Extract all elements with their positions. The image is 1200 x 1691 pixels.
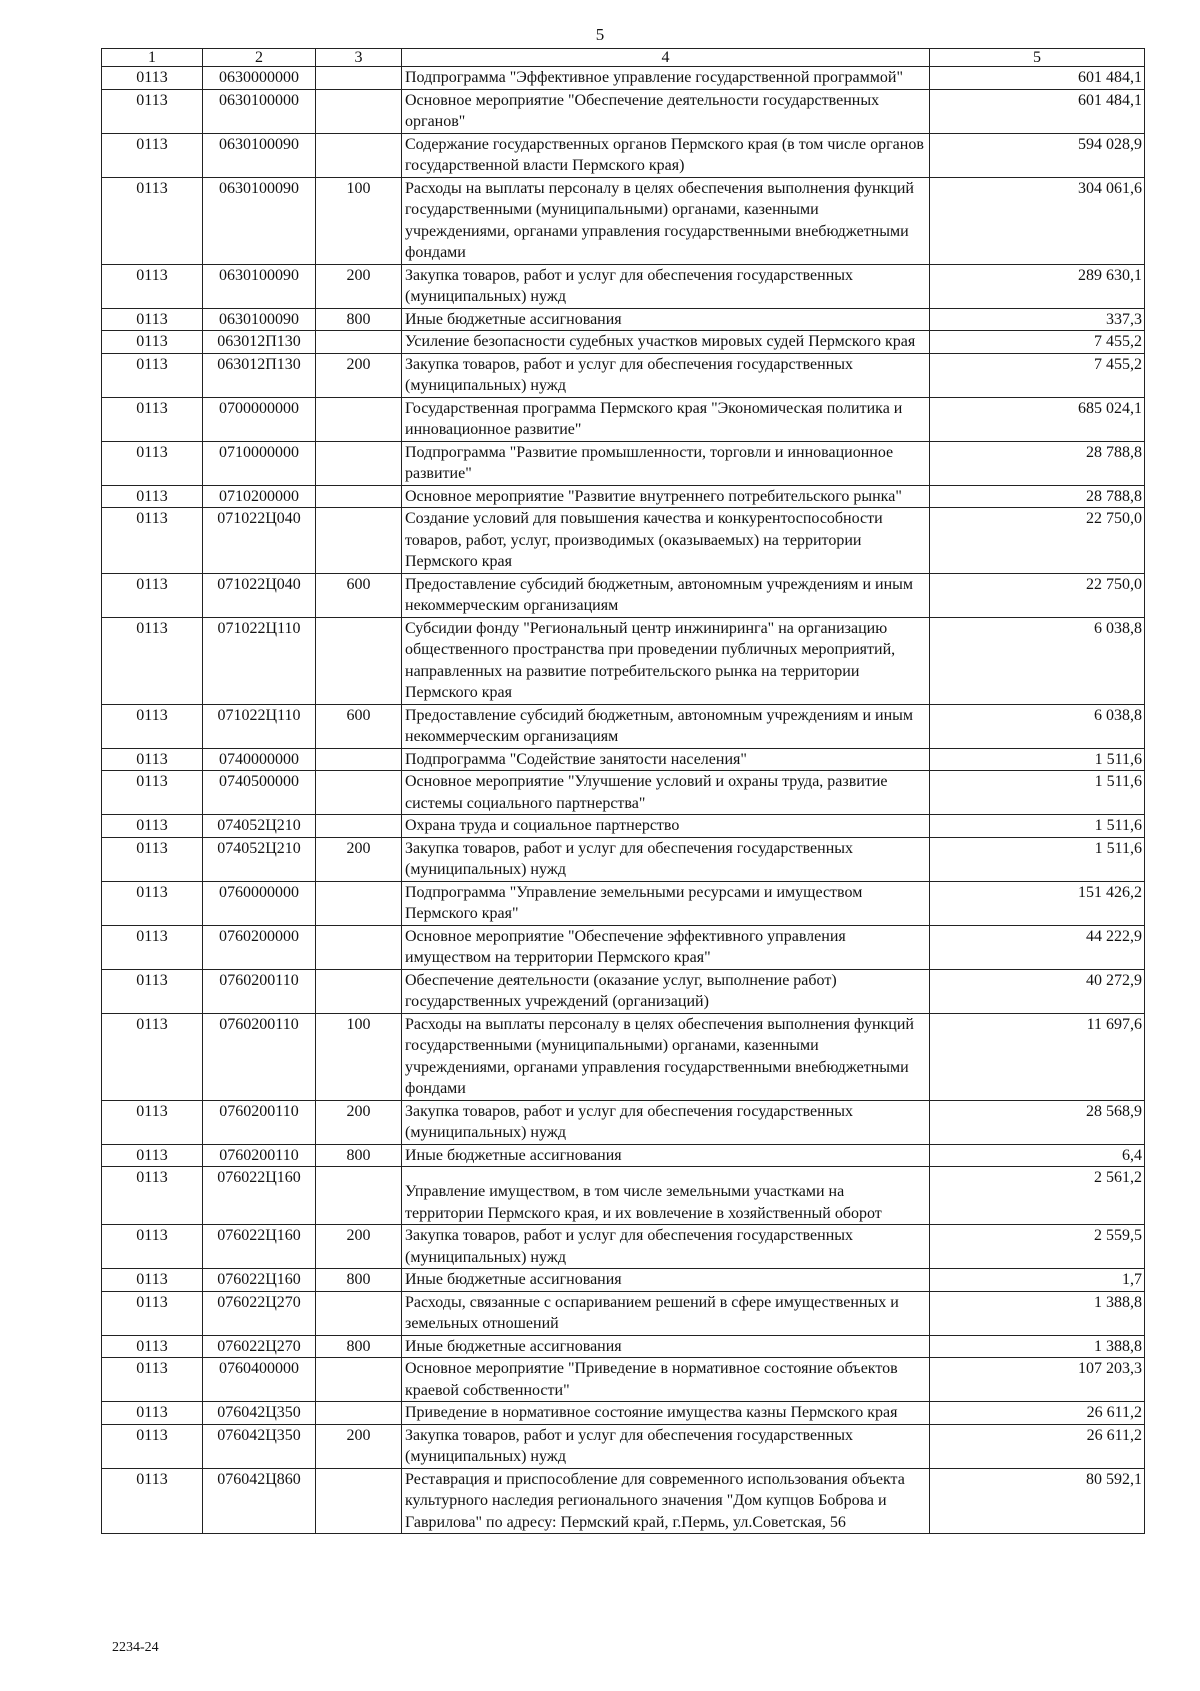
section-code-cell: 0113 (102, 331, 203, 354)
column-header: 3 (316, 49, 402, 67)
expense-type-cell (316, 1402, 402, 1425)
document-code: 2234-24 (112, 1640, 159, 1655)
section-code-cell: 0113 (102, 1100, 203, 1144)
table-row (102, 441, 1145, 485)
amount-cell: 151 426,2 (930, 881, 1145, 925)
table-row (102, 485, 1145, 508)
target-article-cell: 076022Ц160 (203, 1225, 316, 1269)
target-article-cell: 0760200110 (203, 1100, 316, 1144)
expense-type-cell: 800 (316, 1269, 402, 1292)
item-name-cell: Закупка товаров, работ и услуг для обеспечения государственных (муниципальных) нужд (402, 353, 930, 397)
item-name-cell: Расходы, связанные с оспариванием решений в сфере имущественных и земельных отношений (402, 1291, 930, 1335)
item-name-cell: Основное мероприятие "Приведение в нормативное состояние объектов краевой собственности" (402, 1358, 930, 1402)
table-body (102, 67, 1145, 1534)
section-code-cell: 0113 (102, 1358, 203, 1402)
column-header: 2 (203, 49, 316, 67)
item-name-cell: Расходы на выплаты персоналу в целях обеспечения выполнения функций государственными (муниципальными) органами, казенными учреждениями, органами управления государственными внебюджетными фондами (402, 1013, 930, 1100)
section-code-cell: 0113 (102, 1291, 203, 1335)
target-article-cell: 076022Ц270 (203, 1291, 316, 1335)
expense-type-cell: 200 (316, 1424, 402, 1468)
page-number: 5 (595, 25, 605, 44)
table-row (102, 1100, 1145, 1144)
table-row (102, 1167, 1145, 1225)
target-article-cell: 063012П130 (203, 331, 316, 354)
amount-cell: 1 511,6 (930, 837, 1145, 881)
target-article-cell: 0760200110 (203, 969, 316, 1013)
item-name-cell: Усиление безопасности судебных участков мировых судей Пермского края (402, 331, 930, 354)
amount-cell: 80 592,1 (930, 1468, 1145, 1534)
section-code-cell: 0113 (102, 1424, 203, 1468)
target-article-cell: 071022Ц110 (203, 704, 316, 748)
expense-type-cell (316, 771, 402, 815)
table-row (102, 1291, 1145, 1335)
table-row (102, 1335, 1145, 1358)
expense-type-cell (316, 925, 402, 969)
section-code-cell: 0113 (102, 881, 203, 925)
table-row (102, 1225, 1145, 1269)
amount-cell: 28 568,9 (930, 1100, 1145, 1144)
expense-type-cell: 200 (316, 837, 402, 881)
table-row (102, 264, 1145, 308)
section-code-cell: 0113 (102, 573, 203, 617)
target-article-cell: 076042Ц350 (203, 1424, 316, 1468)
target-article-cell: 0760000000 (203, 881, 316, 925)
item-name-cell: Иные бюджетные ассигнования (402, 1144, 930, 1167)
column-header: 4 (402, 49, 930, 67)
amount-cell: 44 222,9 (930, 925, 1145, 969)
expense-type-cell: 200 (316, 264, 402, 308)
section-code-cell: 0113 (102, 617, 203, 704)
table-row (102, 1424, 1145, 1468)
table-row (102, 133, 1145, 177)
expense-type-cell: 800 (316, 308, 402, 331)
section-code-cell: 0113 (102, 969, 203, 1013)
amount-cell: 1 511,6 (930, 748, 1145, 771)
table-row (102, 969, 1145, 1013)
item-name-cell: Охрана труда и социальное партнерство (402, 815, 930, 838)
target-article-cell: 0710000000 (203, 441, 316, 485)
item-name-cell: Содержание государственных органов Пермского края (в том числе органов государственной власти Пермского края) (402, 133, 930, 177)
section-code-cell: 0113 (102, 1468, 203, 1534)
expense-type-cell: 600 (316, 704, 402, 748)
target-article-cell: 076042Ц350 (203, 1402, 316, 1425)
amount-cell: 1 511,6 (930, 771, 1145, 815)
section-code-cell: 0113 (102, 89, 203, 133)
item-name-cell: Закупка товаров, работ и услуг для обеспечения государственных (муниципальных) нужд (402, 1225, 930, 1269)
expense-type-cell (316, 485, 402, 508)
section-code-cell: 0113 (102, 441, 203, 485)
amount-cell: 11 697,6 (930, 1013, 1145, 1100)
item-name-cell: Иные бюджетные ассигнования (402, 1269, 930, 1292)
item-name-cell: Закупка товаров, работ и услуг для обеспечения государственных (муниципальных) нужд (402, 837, 930, 881)
table-row (102, 1468, 1145, 1534)
target-article-cell: 0740500000 (203, 771, 316, 815)
amount-cell: 40 272,9 (930, 969, 1145, 1013)
table-row (102, 925, 1145, 969)
target-article-cell: 0760400000 (203, 1358, 316, 1402)
item-name-cell: Иные бюджетные ассигнования (402, 308, 930, 331)
target-article-cell: 076022Ц270 (203, 1335, 316, 1358)
expense-type-cell (316, 508, 402, 574)
expense-type-cell (316, 617, 402, 704)
item-name-cell: Основное мероприятие "Развитие внутреннего потребительского рынка" (402, 485, 930, 508)
amount-cell: 6 038,8 (930, 704, 1145, 748)
item-name-cell: Подпрограмма "Эффективное управление государственной программой" (402, 67, 930, 90)
table-row (102, 1269, 1145, 1292)
amount-cell: 1 388,8 (930, 1291, 1145, 1335)
amount-cell: 601 484,1 (930, 89, 1145, 133)
expense-type-cell (316, 1291, 402, 1335)
amount-cell: 7 455,2 (930, 353, 1145, 397)
budget-table (101, 48, 1145, 1534)
table-row (102, 748, 1145, 771)
amount-cell: 107 203,3 (930, 1358, 1145, 1402)
table-row (102, 573, 1145, 617)
expense-type-cell (316, 331, 402, 354)
amount-cell: 289 630,1 (930, 264, 1145, 308)
expense-type-cell: 800 (316, 1144, 402, 1167)
section-code-cell: 0113 (102, 1225, 203, 1269)
amount-cell: 28 788,8 (930, 485, 1145, 508)
expense-type-cell (316, 1358, 402, 1402)
table-row (102, 1144, 1145, 1167)
target-article-cell: 063012П130 (203, 353, 316, 397)
item-name-cell: Управление имуществом, в том числе земельными участками на территории Пермского края, и их вовлечение в хозяйственный оборот (402, 1167, 930, 1225)
item-name-cell: Иные бюджетные ассигнования (402, 1335, 930, 1358)
table-row (102, 771, 1145, 815)
amount-cell: 601 484,1 (930, 67, 1145, 90)
section-code-cell: 0113 (102, 308, 203, 331)
table-row (102, 881, 1145, 925)
section-code-cell: 0113 (102, 1402, 203, 1425)
item-name-cell: Предоставление субсидий бюджетным, автономным учреждениям и иным некоммерческим организациям (402, 573, 930, 617)
item-name-cell: Закупка товаров, работ и услуг для обеспечения государственных (муниципальных) нужд (402, 1424, 930, 1468)
amount-cell: 2 561,2 (930, 1167, 1145, 1225)
target-article-cell: 0630100090 (203, 308, 316, 331)
amount-cell: 7 455,2 (930, 331, 1145, 354)
item-name-cell: Подпрограмма "Управление земельными ресурсами и имуществом Пермского края" (402, 881, 930, 925)
table-row (102, 704, 1145, 748)
section-code-cell: 0113 (102, 704, 203, 748)
target-article-cell: 0760200110 (203, 1144, 316, 1167)
section-code-cell: 0113 (102, 177, 203, 264)
section-code-cell: 0113 (102, 508, 203, 574)
section-code-cell: 0113 (102, 1335, 203, 1358)
expense-type-cell (316, 815, 402, 838)
amount-cell: 304 061,6 (930, 177, 1145, 264)
target-article-cell: 0630100090 (203, 264, 316, 308)
amount-cell: 337,3 (930, 308, 1145, 331)
item-name-cell: Предоставление субсидий бюджетным, автономным учреждениям и иным некоммерческим организациям (402, 704, 930, 748)
target-article-cell: 074052Ц210 (203, 837, 316, 881)
expense-type-cell (316, 881, 402, 925)
item-name-cell: Подпрограмма "Развитие промышленности, торговли и инновационное развитие" (402, 441, 930, 485)
expense-type-cell (316, 89, 402, 133)
target-article-cell: 0700000000 (203, 397, 316, 441)
target-article-cell: 076022Ц160 (203, 1269, 316, 1292)
section-code-cell: 0113 (102, 815, 203, 838)
expense-type-cell (316, 67, 402, 90)
table-row (102, 331, 1145, 354)
item-name-cell: Основное мероприятие "Обеспечение эффективного управления имуществом на территории Пермского края" (402, 925, 930, 969)
item-name-cell: Основное мероприятие "Обеспечение деятельности государственных органов" (402, 89, 930, 133)
target-article-cell: 0740000000 (203, 748, 316, 771)
column-header: 5 (930, 49, 1145, 67)
item-name-cell: Закупка товаров, работ и услуг для обеспечения государственных (муниципальных) нужд (402, 264, 930, 308)
target-article-cell: 076042Ц860 (203, 1468, 316, 1534)
target-article-cell: 0630100000 (203, 89, 316, 133)
amount-cell: 22 750,0 (930, 508, 1145, 574)
target-article-cell: 074052Ц210 (203, 815, 316, 838)
table-row (102, 177, 1145, 264)
section-code-cell: 0113 (102, 1269, 203, 1292)
expense-type-cell (316, 133, 402, 177)
expense-type-cell: 100 (316, 177, 402, 264)
expense-type-cell: 100 (316, 1013, 402, 1100)
table-row (102, 89, 1145, 133)
expense-type-cell (316, 397, 402, 441)
table-row (102, 1013, 1145, 1100)
item-name-cell: Расходы на выплаты персоналу в целях обеспечения выполнения функций государственными (муниципальными) органами, казенными учреждениями, органами управления государственными внебюджетными фондами (402, 177, 930, 264)
section-code-cell: 0113 (102, 1144, 203, 1167)
table-row (102, 308, 1145, 331)
amount-cell: 6 038,8 (930, 617, 1145, 704)
section-code-cell: 0113 (102, 1013, 203, 1100)
item-name-cell: Приведение в нормативное состояние имущества казны Пермского края (402, 1402, 930, 1425)
target-article-cell: 071022Ц040 (203, 508, 316, 574)
table-row (102, 1402, 1145, 1425)
item-name-cell: Государственная программа Пермского края "Экономическая политика и инновационное развитие" (402, 397, 930, 441)
item-name-cell: Основное мероприятие "Улучшение условий и охраны труда, развитие системы социального партнерства" (402, 771, 930, 815)
item-name-cell: Обеспечение деятельности (оказание услуг, выполнение работ) государственных учреждений (организаций) (402, 969, 930, 1013)
amount-cell: 2 559,5 (930, 1225, 1145, 1269)
section-code-cell: 0113 (102, 264, 203, 308)
expense-type-cell (316, 969, 402, 1013)
expense-type-cell (316, 748, 402, 771)
expense-type-cell: 200 (316, 1225, 402, 1269)
expense-type-cell (316, 1167, 402, 1225)
expense-type-cell: 200 (316, 353, 402, 397)
target-article-cell: 0760200110 (203, 1013, 316, 1100)
amount-cell: 28 788,8 (930, 441, 1145, 485)
target-article-cell: 071022Ц110 (203, 617, 316, 704)
section-code-cell: 0113 (102, 837, 203, 881)
amount-cell: 22 750,0 (930, 573, 1145, 617)
item-name-cell: Создание условий для повышения качества и конкурентоспособности товаров, работ, услуг, производимых (оказываемых) на территории Пермского края (402, 508, 930, 574)
item-name-cell: Реставрация и приспособление для современного использования объекта культурного наследия регионального значения "Дом купцов Боброва и Гаврилова" по адресу: Пермский край, г.Пермь, ул.Советская, 56 (402, 1468, 930, 1534)
section-code-cell: 0113 (102, 397, 203, 441)
table-header-row (102, 49, 1145, 67)
amount-cell: 594 028,9 (930, 133, 1145, 177)
expense-type-cell: 600 (316, 573, 402, 617)
table-row (102, 815, 1145, 838)
column-header: 1 (102, 49, 203, 67)
section-code-cell: 0113 (102, 748, 203, 771)
section-code-cell: 0113 (102, 353, 203, 397)
table-row (102, 617, 1145, 704)
table-row (102, 353, 1145, 397)
expense-type-cell (316, 1468, 402, 1534)
amount-cell: 6,4 (930, 1144, 1145, 1167)
amount-cell: 685 024,1 (930, 397, 1145, 441)
table-row (102, 837, 1145, 881)
section-code-cell: 0113 (102, 485, 203, 508)
table-row (102, 397, 1145, 441)
expense-type-cell: 200 (316, 1100, 402, 1144)
section-code-cell: 0113 (102, 133, 203, 177)
item-name-cell: Субсидии фонду "Региональный центр инжиниринга" на организацию общественного пространства при проведении публичных мероприятий, направленных на развитие потребительского рынка на территории Пермского края (402, 617, 930, 704)
target-article-cell: 076022Ц160 (203, 1167, 316, 1225)
expense-type-cell: 800 (316, 1335, 402, 1358)
amount-cell: 1,7 (930, 1269, 1145, 1292)
section-code-cell: 0113 (102, 1167, 203, 1225)
section-code-cell: 0113 (102, 925, 203, 969)
amount-cell: 26 611,2 (930, 1424, 1145, 1468)
target-article-cell: 0630100090 (203, 177, 316, 264)
table-row (102, 1358, 1145, 1402)
amount-cell: 26 611,2 (930, 1402, 1145, 1425)
target-article-cell: 0760200000 (203, 925, 316, 969)
target-article-cell: 0710200000 (203, 485, 316, 508)
item-name-cell: Подпрограмма "Содействие занятости населения" (402, 748, 930, 771)
target-article-cell: 0630000000 (203, 67, 316, 90)
target-article-cell: 0630100090 (203, 133, 316, 177)
table-row (102, 508, 1145, 574)
amount-cell: 1 511,6 (930, 815, 1145, 838)
expense-type-cell (316, 441, 402, 485)
table-row (102, 67, 1145, 90)
amount-cell: 1 388,8 (930, 1335, 1145, 1358)
target-article-cell: 071022Ц040 (203, 573, 316, 617)
item-name-cell: Закупка товаров, работ и услуг для обеспечения государственных (муниципальных) нужд (402, 1100, 930, 1144)
section-code-cell: 0113 (102, 771, 203, 815)
section-code-cell: 0113 (102, 67, 203, 90)
